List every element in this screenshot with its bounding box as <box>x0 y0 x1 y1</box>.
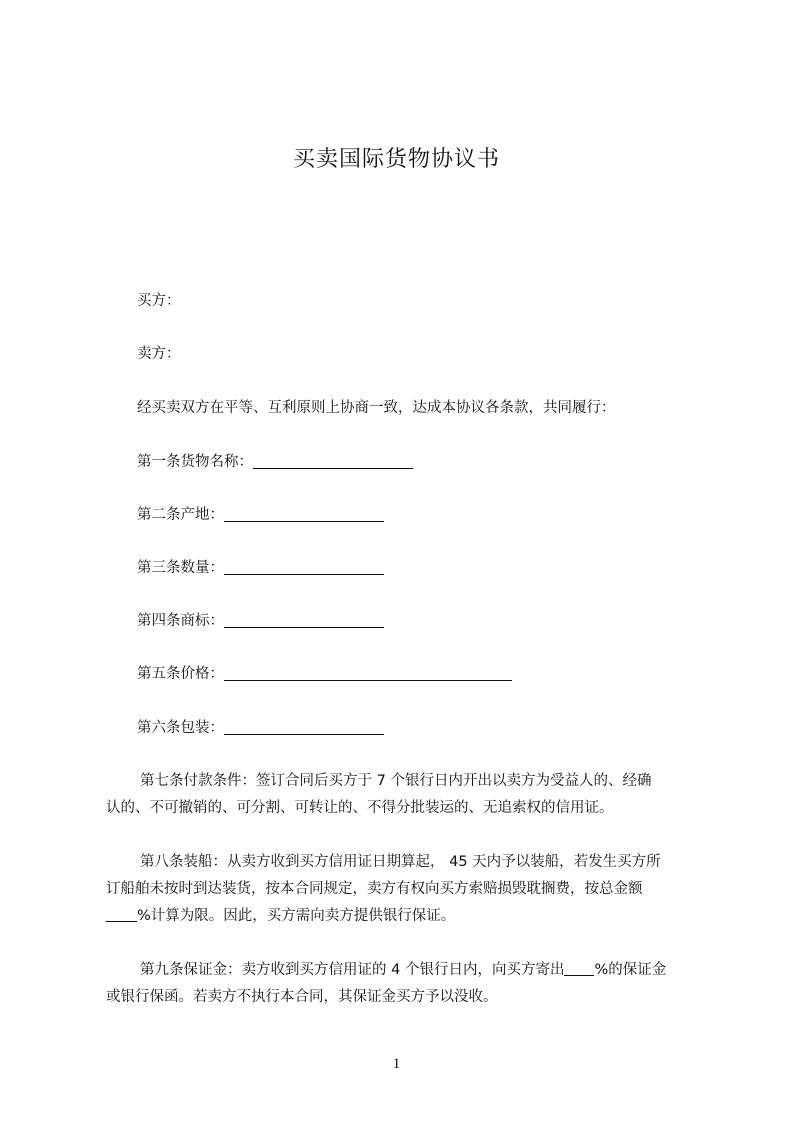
article-4-blank <box>224 612 384 628</box>
page-number: 1 <box>392 1056 401 1072</box>
article-1-label: 第一条货物名称： <box>137 454 253 470</box>
article-2 <box>137 505 384 525</box>
article-4 <box>137 611 384 631</box>
article-7-line-1: 第七条付款条件：签订合同后买方于 7 个银行日内开出以卖方为受益人的、经确 <box>140 773 652 789</box>
article-9-line-2: 或银行保函。若卖方不执行本合同，其保证金买方予以没收。 <box>106 989 498 1005</box>
document-title: 买卖国际货物协议书 <box>292 147 500 172</box>
article-9-line-1-text: 第九条保证金：卖方收到买方信用证的 4 个银行日内，向买方寄出 <box>140 962 565 978</box>
article-8-percent-blank <box>106 907 137 922</box>
article-5-label: 第五条价格： <box>137 666 224 682</box>
article-4-label: 第四条商标： <box>137 613 224 629</box>
article-6-blank <box>224 719 384 735</box>
article-6 <box>137 718 384 738</box>
article-1 <box>137 452 413 472</box>
article-6-label: 第六条包装： <box>137 720 224 736</box>
article-8-line-3-text: %计算为限。因此，买方需向卖方提供银行保证。 <box>137 908 456 924</box>
article-1-blank <box>253 453 413 469</box>
article-3-blank <box>224 559 384 575</box>
article-7-line-2: 认的、不可撤销的、可分割、可转让的、不得分批装运的、无追索权的信用证。 <box>106 800 614 816</box>
article-8-line-1: 第八条装船：从卖方收到买方信用证日期算起， 45 天内予以装船，若发生买方所 <box>140 854 661 870</box>
article-3-label: 第三条数量： <box>137 560 224 576</box>
article-5-blank <box>224 665 512 681</box>
article-5 <box>137 664 512 684</box>
buyer-label: 买方： <box>137 293 181 309</box>
article-2-blank <box>224 506 384 522</box>
article-9-line-1-tail: %的保证金 <box>594 962 667 978</box>
article-9-line-1 <box>140 960 666 980</box>
article-3 <box>137 558 384 578</box>
intro-paragraph: 经买卖双方在平等、互利原则上协商一致，达成本协议各条款，共同履行： <box>137 400 616 416</box>
article-9-percent-blank <box>564 961 594 976</box>
article-8-line-3 <box>106 906 455 926</box>
article-8-line-2: 订船舶未按时到达装货，按本合同规定，卖方有权向买方索赔损毁耽搁费，按总金额 <box>106 881 643 897</box>
article-2-label: 第二条产地： <box>137 507 224 523</box>
seller-label: 卖方： <box>137 346 181 362</box>
